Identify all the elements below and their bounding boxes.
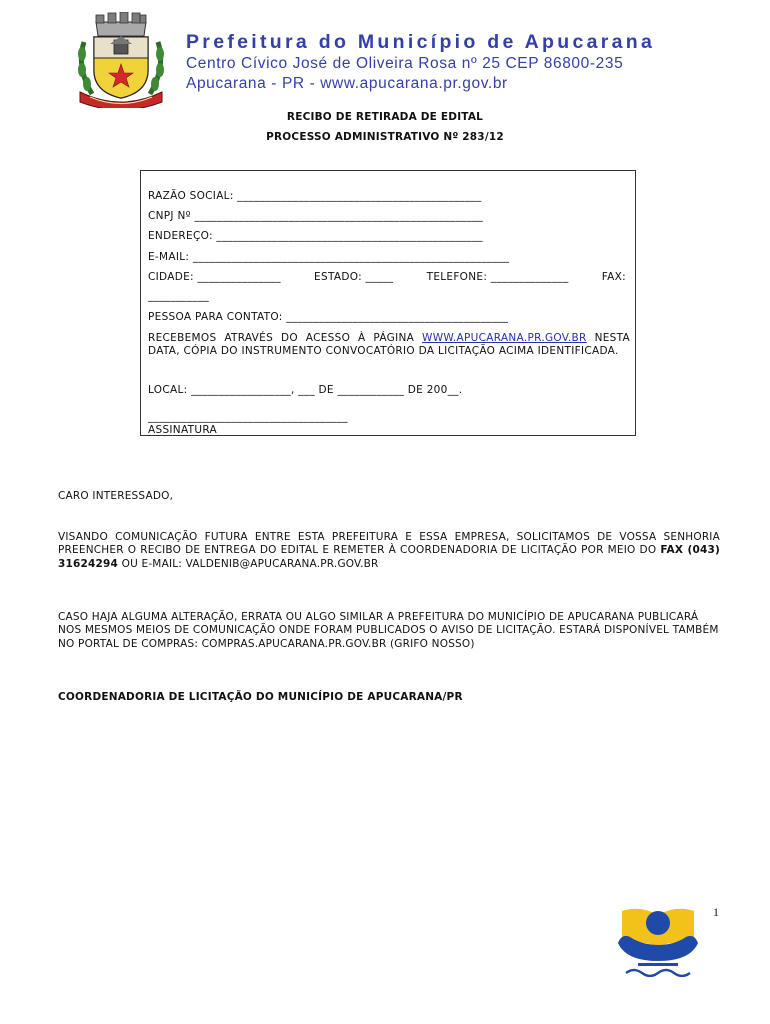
field-telefone[interactable]: TELEFONE: ______________ xyxy=(426,271,569,283)
fax-number: FAX (043) 31624294 xyxy=(58,544,720,570)
municipality-location-url: Apucarana - PR - www.apucarana.pr.gov.br xyxy=(186,75,508,92)
coat-of-arms-icon xyxy=(74,12,168,108)
field-row-cidade-estado-telefone-fax xyxy=(148,271,626,283)
field-local-data[interactable]: LOCAL: __________________, ___ DE ____________ DE 200__. xyxy=(148,384,463,396)
field-cnpj[interactable]: CNPJ Nº ____________________________________________________ xyxy=(148,210,484,222)
request-paragraph xyxy=(58,531,720,571)
request-email: OU E-MAIL: VALDENIB@APUCARANA.PR.GOV.BR xyxy=(118,557,379,570)
coordination-signature: COORDENADORIA DE LICITAÇÃO DO MUNICÍPIO DE APUCARANA/PR xyxy=(58,691,463,703)
field-pessoa-contato[interactable]: PESSOA PARA CONTATO: ________________________________________ xyxy=(148,311,509,323)
signature-line[interactable]: ____________________________________ xyxy=(148,411,348,423)
greeting: CARO INTERESSADO, xyxy=(58,490,174,502)
document-title: RECIBO DE RETIRADA DE EDITAL xyxy=(286,111,484,123)
signature-label: ASSINATURA xyxy=(148,424,217,436)
receipt-statement-end: NESTA DATA, CÓPIA DO INSTRUMENTO CONVOCATÓRIO DA LICITAÇÃO ACIMA IDENTIFICADA. xyxy=(148,332,630,358)
field-razao-social[interactable]: RAZÃO SOCIAL: ____________________________________________ xyxy=(148,190,482,202)
cidade-educacao-logo-icon xyxy=(612,903,704,977)
municipality-address: Centro Cívico José de Oliveira Rosa nº 25 CEP 86800-235 xyxy=(186,55,624,72)
field-cidade[interactable]: CIDADE: _______________ xyxy=(148,271,281,283)
field-endereco[interactable]: ENDEREÇO: ________________________________________________ xyxy=(148,230,483,242)
receipt-statement-start: RECEBEMOS ATRAVÉS DO ACESSO À PÁGINA xyxy=(148,332,423,344)
field-email[interactable]: E-MAIL: _________________________________________________________ xyxy=(148,251,510,263)
municipality-title: Prefeitura do Município de Apucarana xyxy=(186,31,656,53)
page-number: 1 xyxy=(713,905,719,919)
receipt-statement xyxy=(148,332,630,358)
changes-notice-paragraph: CASO HAJA ALGUMA ALTERAÇÃO, ERRATA OU ALGO SIMILAR A PREFEITURA DO MUNICÍPIO DE APUCARANA PUBLICARÁ NOS MESMOS MEIOS DE COMUNICAÇÃO ONDE FORAM PUBLICADOS O AVISO DE LICITAÇÃO. ESTARÁ DISPONÍVEL TAMBÉM NO PORTAL DE COMPRAS: COMPRAS.APUCARANA.PR.GOV.BR (GRIFO NOSSO) xyxy=(58,611,719,650)
process-number: PROCESSO ADMINISTRATIVO Nº 283/12 xyxy=(266,131,504,143)
request-text: VISANDO COMUNICAÇÃO FUTURA ENTRE ESTA PREFEITURA E ESSA EMPRESA, SOLICITAMOS DE VOSSA SENHORIA PREENCHER O RECIBO DE ENTREGA DO EDITAL E REMETER À COORDENADORIA DE LICITAÇÃO POR MEIO DO xyxy=(58,531,720,557)
field-estado[interactable]: ESTADO: _____ xyxy=(314,271,394,283)
apucarana-website-link[interactable]: WWW.APUCARANA.PR.GOV.BR xyxy=(422,332,587,344)
field-fax-label: FAX: xyxy=(601,271,626,283)
field-fax[interactable]: ___________ xyxy=(148,290,210,302)
